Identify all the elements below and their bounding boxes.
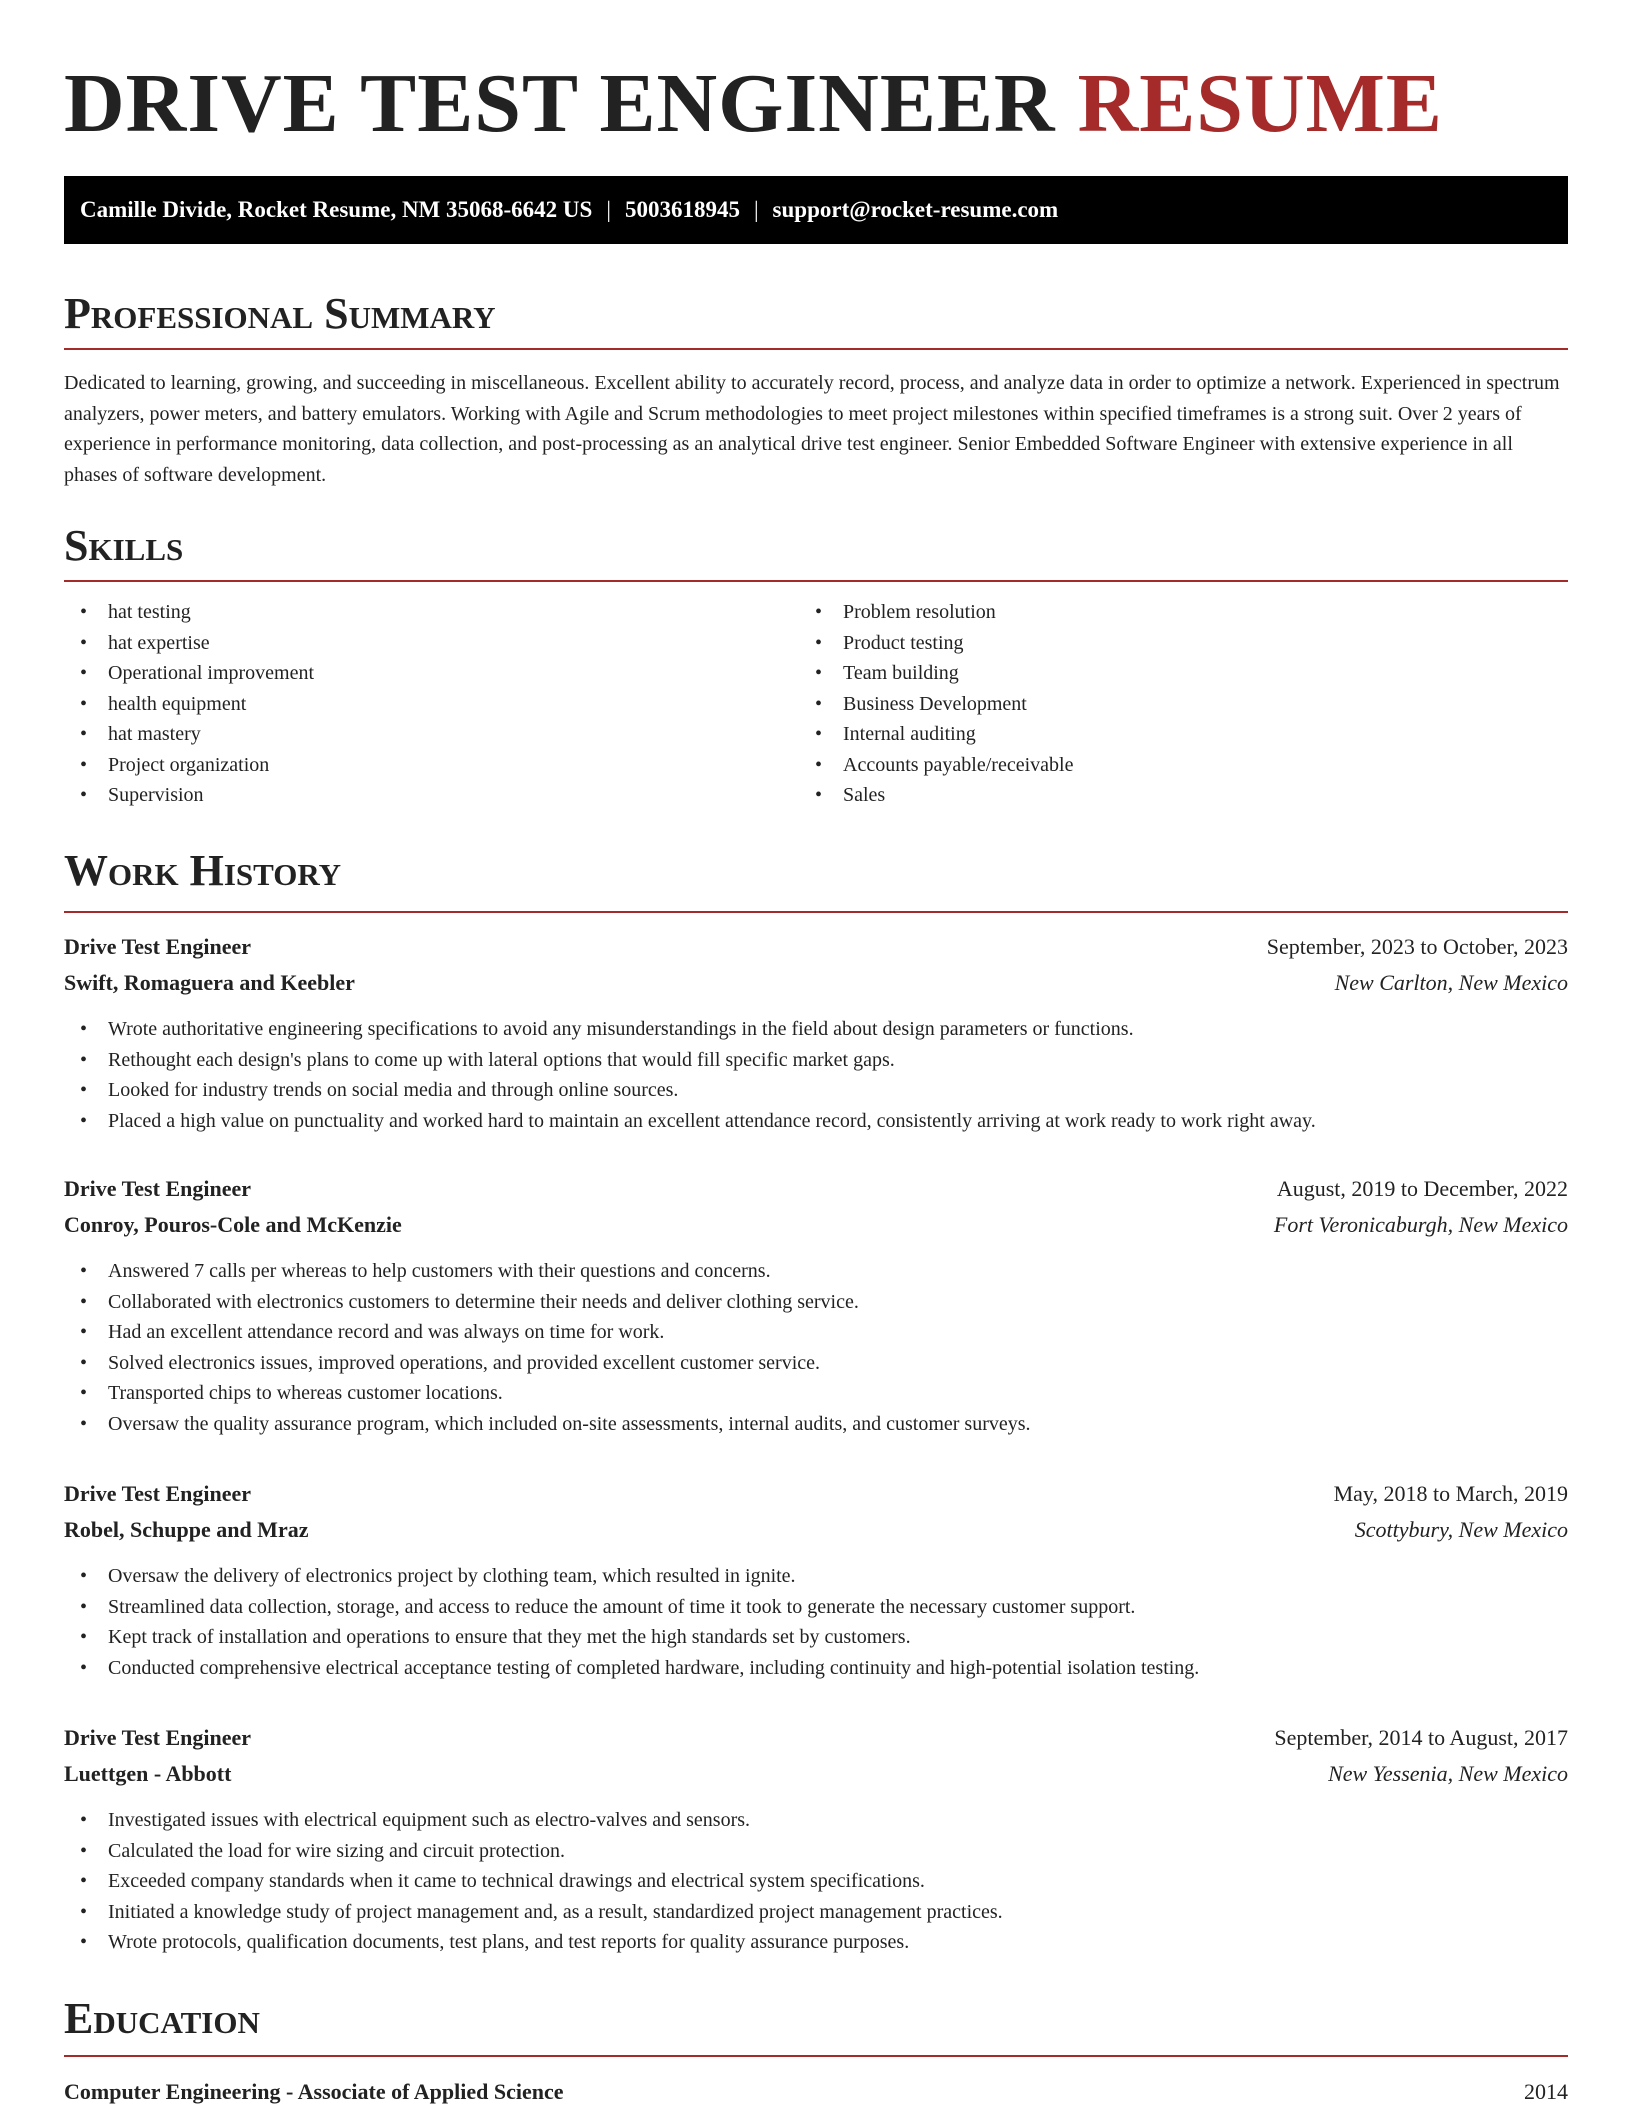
skill-item: • Project organization	[64, 750, 794, 781]
job-entry	[64, 1720, 1568, 1958]
job-bullet: • Kept track of installation and operations to ensure that they met the high standards set by customers.	[64, 1622, 1568, 1653]
skill-item: • Accounts payable/receivable	[799, 750, 1529, 781]
job-bullet: • Calculated the load for wire sizing and circuit protection.	[64, 1836, 1568, 1867]
contact-bar	[64, 176, 1568, 244]
job-bullet: • Oversaw the delivery of electronics project by clothing team, which resulted in ignite.	[64, 1561, 1568, 1592]
job-bullet: • Oversaw the quality assurance program, which included on-site assessments, internal audits, and customer surveys.	[64, 1409, 1568, 1440]
section-divider	[64, 2055, 1568, 2057]
job-dates: September, 2014 to August, 2017	[1274, 1725, 1568, 1750]
job-title: Drive Test Engineer	[64, 934, 251, 959]
skill-item: • Problem resolution	[799, 597, 1529, 628]
job-bullet: • Investigated issues with electrical equipment such as electro-valves and sensors.	[64, 1805, 1568, 1836]
job-dates: August, 2019 to December, 2022	[1276, 1176, 1568, 1201]
section-divider	[64, 911, 1568, 913]
skill-item: • hat testing	[64, 597, 794, 628]
job-bullet: • Transported chips to whereas customer locations.	[64, 1378, 1568, 1409]
job-bullet: • Exceeded company standards when it came to technical drawings and electrical system specifications.	[64, 1866, 1568, 1897]
skills-heading: Skills	[64, 521, 184, 570]
skill-item: • Product testing	[799, 628, 1529, 659]
skill-item: • Team building	[799, 658, 1529, 689]
education-degree: Computer Engineering - Associate of Applied Science	[64, 2079, 564, 2104]
education-entry	[64, 2074, 1568, 2110]
job-location: Scottybury, New Mexico	[1354, 1517, 1568, 1542]
skill-item: • health equipment	[64, 689, 794, 720]
job-location: New Yessenia, New Mexico	[1328, 1761, 1568, 1786]
job-company: Conroy, Pouros-Cole and McKenzie	[64, 1212, 402, 1237]
summary-text: Dedicated to learning, growing, and succeeding in miscellaneous. Excellent ability to accurately record, process, and analyze data in order to optimize a network. Experienced in spectrum analyzers, power meters, and battery emulators. Working with Agile and Scrum methodologies to meet project milestones within specified timeframes is a strong suit. Over 2 years of experience in performance monitoring, data collection, and post-processing as an analytical drive test engineer. Senior Embedded Software Engineer with extensive experience in all phases of software development.	[64, 372, 1560, 486]
contact-separator: |	[606, 197, 611, 222]
education-heading: Education	[64, 1994, 260, 2043]
job-title: Drive Test Engineer	[64, 1176, 251, 1201]
job-bullets	[64, 1256, 1568, 1439]
skill-item: • hat expertise	[64, 628, 794, 659]
job-bullet: • Wrote protocols, qualification documents, test plans, and test reports for quality assurance purposes.	[64, 1927, 1568, 1958]
skills-list-left	[64, 597, 794, 811]
job-bullet: • Streamlined data collection, storage, and access to reduce the amount of time it took to generate the necessary customer support.	[64, 1592, 1568, 1623]
job-company: Swift, Romaguera and Keebler	[64, 970, 355, 995]
contact-separator: |	[753, 197, 759, 222]
resume-title	[64, 56, 1443, 152]
job-company: Luettgen - Abbott	[64, 1761, 232, 1786]
job-bullets	[64, 1561, 1568, 1683]
job-bullet: • Collaborated with electronics customers to determine their needs and deliver clothing service.	[64, 1287, 1568, 1318]
job-entry	[64, 1476, 1568, 1683]
job-bullet: • Initiated a knowledge study of project management and, as a result, standardized project management practices.	[64, 1897, 1568, 1928]
skill-item: • Sales	[799, 780, 1529, 811]
resume-title-accent: RESUME	[1077, 57, 1443, 150]
job-location: New Carlton, New Mexico	[1334, 970, 1568, 995]
job-bullet: • Answered 7 calls per whereas to help customers with their questions and concerns.	[64, 1256, 1568, 1287]
skills-list-right	[799, 597, 1529, 811]
job-bullets	[64, 1805, 1568, 1958]
job-title: Drive Test Engineer	[64, 1725, 251, 1750]
job-company: Robel, Schuppe and Mraz	[64, 1517, 309, 1542]
section-divider	[64, 348, 1568, 350]
job-bullet: • Placed a high value on punctuality and worked hard to maintain an excellent attendance record, consistently arriving at work ready to work right away.	[64, 1106, 1568, 1137]
job-location: Fort Veronicaburgh, New Mexico	[1273, 1212, 1568, 1237]
section-divider	[64, 580, 1568, 582]
summary-heading: Professional Summary	[64, 289, 496, 338]
skill-item: • Operational improvement	[64, 658, 794, 689]
resume-title-main: DRIVE TEST ENGINEER	[64, 57, 1056, 150]
job-bullet: • Wrote authoritative engineering specifications to avoid any misunderstandings in the field about design parameters or functions.	[64, 1014, 1568, 1045]
job-entry	[64, 1171, 1568, 1439]
work-history-heading: Work History	[64, 846, 342, 895]
education-year: 2014	[1524, 2079, 1568, 2104]
job-title: Drive Test Engineer	[64, 1481, 251, 1506]
job-bullet: • Looked for industry trends on social media and through online sources.	[64, 1075, 1568, 1106]
skill-item: • Internal auditing	[799, 719, 1529, 750]
contact-phone: 5003618945	[624, 197, 740, 222]
job-entry	[64, 929, 1568, 1136]
skill-item: • Supervision	[64, 780, 794, 811]
job-dates: September, 2023 to October, 2023	[1266, 934, 1568, 959]
job-bullet: • Solved electronics issues, improved operations, and provided excellent customer service.	[64, 1348, 1568, 1379]
job-bullet: • Had an excellent attendance record and was always on time for work.	[64, 1317, 1568, 1348]
job-bullet: • Rethought each design's plans to come up with lateral options that would fill specific market gaps.	[64, 1045, 1568, 1076]
job-bullets	[64, 1014, 1568, 1136]
skill-item: • hat mastery	[64, 719, 794, 750]
skill-item: • Business Development	[799, 689, 1529, 720]
job-dates: May, 2018 to March, 2019	[1333, 1481, 1568, 1506]
contact-address: Camille Divide, Rocket Resume, NM 35068-6642 US	[80, 197, 593, 222]
contact-email: support@rocket-resume.com	[772, 197, 1059, 222]
job-bullet: • Conducted comprehensive electrical acceptance testing of completed hardware, including continuity and high-potential isolation testing.	[64, 1653, 1568, 1684]
